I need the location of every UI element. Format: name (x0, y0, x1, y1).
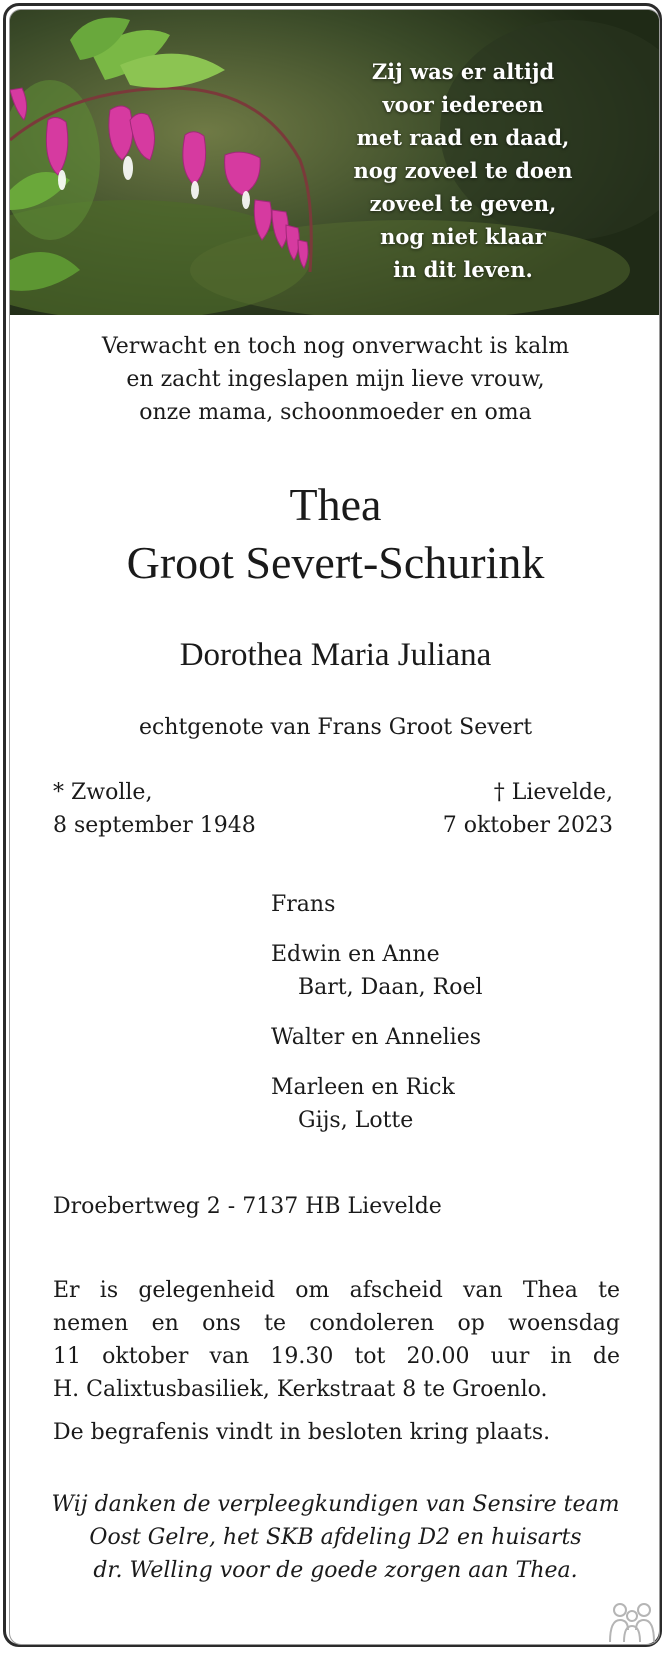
birth-info (53, 776, 256, 842)
family-list (271, 888, 483, 1154)
thanks-line: Oost Gelre, het SKB afdeling D2 en huisarts (89, 1525, 582, 1550)
intro-line: Verwacht en toch nog onverwacht is kalm (101, 334, 570, 359)
funeral-text: De begrafenis vindt in besloten kring plaats. (53, 1420, 551, 1445)
family-main: Marleen en Rick (271, 1075, 455, 1100)
poem-line: Zij was er altijd (371, 59, 555, 84)
family-sub: Bart, Daan, Roel (298, 975, 483, 1000)
family-group (271, 888, 483, 921)
thanks-text (10, 1488, 660, 1587)
condolence-line: H. Calixtusbasiliek, Kerkstraat 8 te Groenlo. (53, 1377, 548, 1402)
poem-line: in dit leven. (393, 257, 533, 282)
birth-place: * Zwolle, (53, 780, 153, 805)
thanks-line: Wij danken de verpleegkundigen van Sensire team (51, 1492, 620, 1517)
condolence-line: nemen en ons te condoleren op woensdag (53, 1311, 620, 1336)
first-name: Thea (289, 479, 382, 530)
birth-date: 8 september 1948 (53, 813, 256, 838)
condolence-line: Er is gelegenheid om afscheid van Thea te (53, 1278, 620, 1303)
poem-line: nog niet klaar (380, 224, 546, 249)
last-name: Groot Severt-Schurink (126, 537, 545, 588)
intro-line: en zacht ingeslapen mijn lieve vrouw, (126, 367, 545, 392)
poem-line: zoveel te geven, (369, 191, 557, 216)
family-sub: Gijs, Lotte (298, 1108, 414, 1133)
poem-line: nog zoveel te doen (353, 158, 573, 183)
spouse-line: echtgenote van Frans Groot Severt (138, 715, 533, 740)
death-info (443, 776, 613, 842)
poem-text (328, 55, 598, 286)
full-given-names: Dorothea Maria Juliana (179, 637, 492, 673)
notice-card (9, 9, 660, 1645)
death-place: † Lievelde, (493, 780, 613, 805)
death-date: 7 oktober 2023 (442, 813, 613, 838)
bleeding-heart-photo (10, 10, 660, 315)
condolence-line: 11 oktober van 19.30 tot 20.00 uur in de (53, 1344, 620, 1369)
family-group (271, 938, 483, 1004)
family-group (271, 1021, 483, 1054)
family-main: Edwin en Anne (271, 942, 440, 967)
thanks-line: dr. Welling voor de goede zorgen aan Thea. (93, 1558, 578, 1583)
family-group (271, 1071, 483, 1137)
intro-line: onze mama, schoonmoeder en oma (139, 400, 532, 425)
poem-line: voor iedereen (382, 92, 544, 117)
condolence-text (53, 1274, 620, 1406)
family-icon (606, 1600, 658, 1644)
family-main: Frans (271, 892, 336, 917)
family-main: Walter en Annelies (271, 1025, 482, 1050)
intro-text (10, 330, 660, 429)
poem-line: met raad en daad, (356, 125, 570, 150)
address: Droebertweg 2 - 7137 HB Lievelde (53, 1194, 442, 1219)
